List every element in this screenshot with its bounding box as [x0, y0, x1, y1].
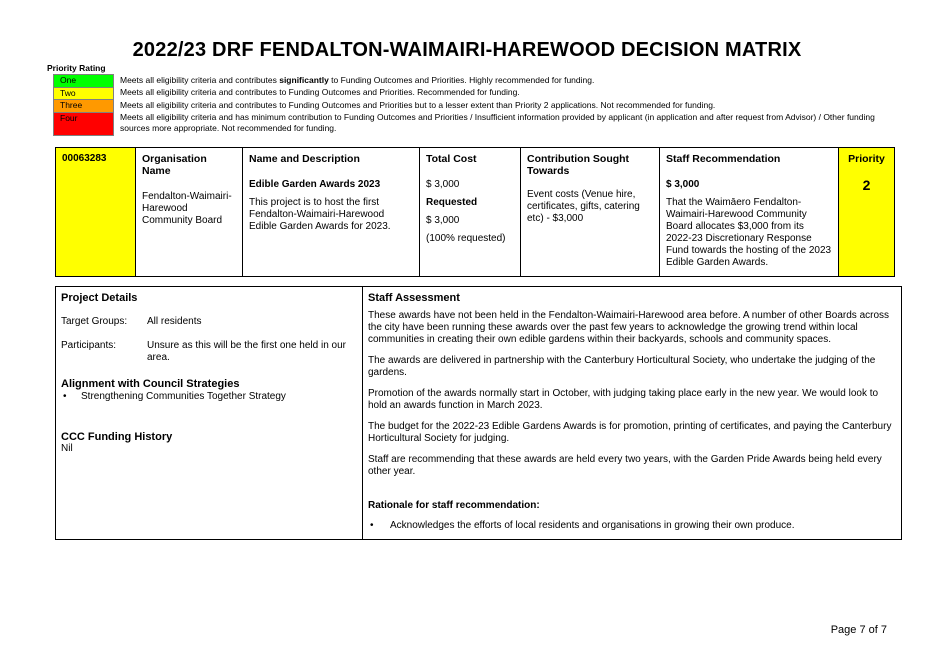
participants-row [61, 340, 357, 364]
rationale-heading: Rationale for staff recommendation: [368, 500, 540, 511]
priority-rating-heading: Priority Rating [47, 63, 106, 73]
project-cell [243, 148, 420, 277]
funding-history-value: Nil [61, 443, 73, 454]
name-description-header: Name and Description [249, 153, 360, 165]
contribution-cell [521, 148, 660, 277]
contribution-text: Event costs (Venue hire, certificates, gifts, catering etc) - $3,000 [527, 189, 640, 224]
page-title: 2022/23 DRF FENDALTON-WAIMAIRI-HAREWOOD DECISION MATRIX [132, 39, 802, 61]
organisation-cell [136, 148, 243, 277]
priority-swatch-one: One [54, 75, 114, 88]
priority-rating-legend [53, 74, 883, 136]
project-details-heading: Project Details [61, 292, 138, 304]
organisation-header: Organisation Name [142, 153, 207, 177]
assessment-paragraph: The budget for the 2022-23 Edible Gardens Awards is for promotion, printing of certificates, and paying the Canterbury Horticultural Society for judging. [368, 421, 892, 444]
priority-row-four [54, 112, 883, 135]
priority-swatch-two: Two [54, 87, 114, 100]
staff-assessment-heading: Staff Assessment [368, 292, 460, 304]
target-groups-value: All residents [147, 316, 202, 327]
assessment-paragraph: These awards have not been held in the Fendalton-Waimairi-Harewood area before. A number of other Boards across the city have been running these awards over the past few years to acknowledge the growing trend within local communities in creating their own edible gardens within their backyards, schools and community spaces. [368, 310, 890, 345]
funding-history-heading: CCC Funding History [61, 431, 173, 443]
priority-swatch-four: Four [54, 112, 114, 135]
application-id-cell [56, 148, 136, 277]
staff-recommendation-amount: $ 3,000 [666, 179, 700, 190]
details-assessment-box [55, 286, 902, 540]
priority-row-three [54, 100, 883, 113]
application-summary-table [55, 147, 895, 277]
requested-amount: $ 3,000 [426, 215, 460, 226]
project-details-section [61, 292, 357, 455]
priority-desc-three: Meets all eligibility criteria and contributes to Funding Outcomes and Priorities but to a lesser extent than Priority 2 applications. Not recommended for funding. [120, 99, 716, 110]
total-cost-cell [420, 148, 521, 277]
alignment-item [61, 391, 357, 403]
project-description: This project is to host the first Fendalton-Waimairi-Harewood Edible Garden Awards for 2023. [249, 197, 391, 232]
assessment-paragraph: The awards are delivered in partnership with the Canterbury Horticultural Society, who undertake the judging of the gardens. [368, 355, 876, 378]
rationale-item [368, 520, 893, 532]
staff-recommendation-header: Staff Recommendation [666, 153, 781, 165]
priority-swatch-three: Three [54, 100, 114, 113]
page-number: Page 7 of 7 [830, 624, 887, 636]
staff-recommendation-text: That the Waimāero Fendalton-Waimairi-Harewood Community Board allocates $3,000 from its 2022-23 Discretionary Response Fund towards the hosting of the 2023 Edible Garden Awards. [666, 197, 832, 268]
column-divider [362, 287, 363, 539]
target-groups-row [61, 316, 357, 328]
project-name: Edible Garden Awards 2023 [249, 179, 381, 190]
priority-desc-two: Meets all eligibility criteria and contributes to Funding Outcomes and Priorities. Recommended for funding. [120, 87, 520, 97]
participants-value: Unsure as this will be the first one held in our area. [147, 340, 346, 363]
priority-value: 2 [862, 177, 871, 193]
priority-row-one [54, 75, 883, 88]
bullet-icon: • [370, 520, 374, 531]
participants-label: Participants: [61, 340, 117, 351]
priority-row-two [54, 87, 883, 100]
alignment-item-text: Strengthening Communities Together Strategy [81, 391, 286, 402]
priority-header: Priority [848, 153, 885, 165]
priority-cell [839, 148, 895, 277]
priority-desc-four: Meets all eligibility criteria and has minimum contribution to Funding Outcomes and Priorities / Insufficient information provided by applicant (in application and after request from Advisor) / Other funding sources more appropriate. Not recommended for funding. [120, 112, 875, 133]
requested-percentage: (100% requested) [426, 233, 506, 244]
bullet-icon: • [63, 391, 67, 402]
rationale-item-text: Acknowledges the efforts of local residents and organisations in growing their own produce. [390, 520, 795, 531]
application-id: 00063283 [62, 153, 107, 164]
priority-desc-one: Meets all eligibility criteria and contributes significantly to Funding Outcomes and Priorities. Highly recommended for funding. [120, 74, 595, 85]
staff-recommendation-cell [660, 148, 839, 277]
total-cost-value: $ 3,000 [426, 179, 460, 190]
requested-label: Requested [426, 197, 478, 208]
staff-assessment-section [368, 292, 893, 532]
assessment-paragraph: Staff are recommending that these awards are held every two years, with the Garden Pride Awards being held every other year. [368, 454, 882, 477]
contribution-header: Contribution Sought Towards [527, 153, 630, 177]
alignment-heading: Alignment with Council Strategies [61, 378, 240, 390]
organisation-name: Fendalton-Waimairi-Harewood Community Board [142, 191, 232, 226]
assessment-paragraph: Promotion of the awards normally start in October, with judging taking place early in the new year. We would look to hold an awards function in March 2023. [368, 388, 879, 411]
target-groups-label: Target Groups: [61, 316, 128, 327]
total-cost-header: Total Cost [426, 153, 477, 165]
